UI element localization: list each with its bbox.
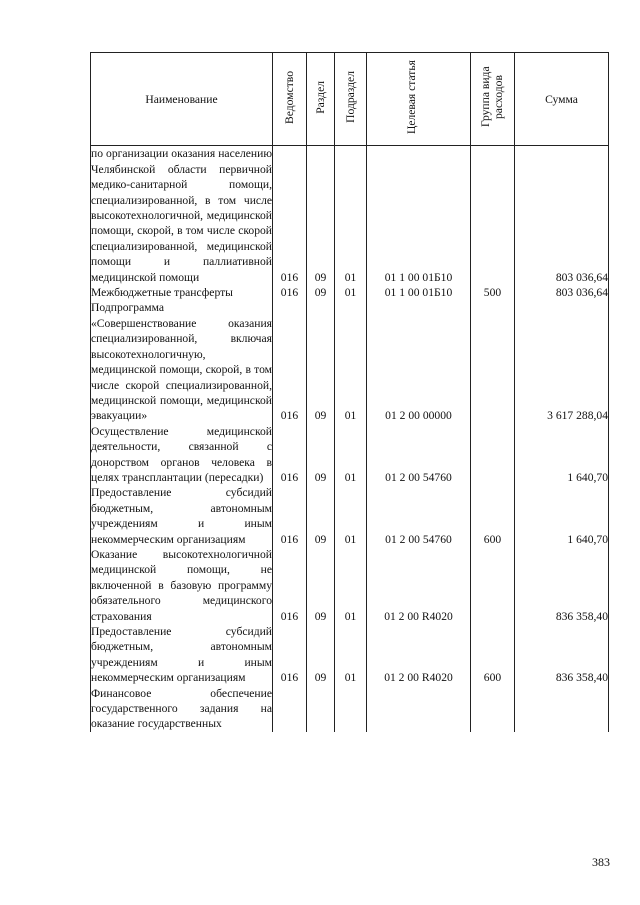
page-number: 383 — [592, 855, 610, 869]
header-name: Наименование — [91, 53, 273, 146]
row-celevaya: 01 2 00 54760 — [367, 485, 471, 547]
row-celevaya: 01 1 00 01Б10 — [367, 146, 471, 285]
header-vedomstvo-cell — [273, 53, 307, 146]
row-razdel: 09 — [307, 547, 335, 624]
row-summa: 836 358,40 — [515, 547, 609, 624]
budget-table — [90, 52, 609, 732]
row-name: Оказание высокотехнологичной медицинской помощи, не включенной в базовую программу обязательного медицинского страхования — [91, 547, 272, 623]
row-podrazdel: 01 — [335, 146, 367, 285]
row-podrazdel — [335, 686, 367, 732]
header-razdel: Раздел — [314, 80, 327, 114]
header-celevaya: Целевая статья — [404, 59, 418, 135]
row-podrazdel: 01 — [335, 424, 367, 486]
row-gruppa — [471, 547, 515, 624]
table-row — [91, 547, 609, 624]
table-header-row — [91, 53, 609, 146]
row-vedomstvo — [273, 686, 307, 732]
row-summa: 836 358,40 — [515, 624, 609, 686]
table-row — [91, 285, 609, 300]
table-row — [91, 485, 609, 547]
row-name: Осуществление медицинской деятельности, связанной с донорством органов человека в целях трансплантации (пересадки) — [91, 424, 272, 484]
row-vedomstvo: 016 — [273, 285, 307, 300]
row-razdel — [307, 686, 335, 732]
row-podrazdel: 01 — [335, 300, 367, 423]
row-podrazdel: 01 — [335, 285, 367, 300]
row-celevaya: 01 2 00 R4020 — [367, 624, 471, 686]
row-razdel: 09 — [307, 300, 335, 423]
row-vedomstvo: 016 — [273, 547, 307, 624]
table-row — [91, 424, 609, 486]
row-celevaya: 01 2 00 54760 — [367, 424, 471, 486]
table-row — [91, 624, 609, 686]
row-vedomstvo: 016 — [273, 624, 307, 686]
row-gruppa — [471, 146, 515, 285]
row-summa: 3 617 288,04 — [515, 300, 609, 423]
header-celevaya-cell — [367, 53, 471, 146]
row-celevaya: 01 2 00 R4020 — [367, 547, 471, 624]
row-podrazdel: 01 — [335, 624, 367, 686]
row-celevaya: 01 1 00 01Б10 — [367, 285, 471, 300]
row-gruppa: 600 — [471, 624, 515, 686]
row-celevaya: 01 2 00 00000 — [367, 300, 471, 423]
header-podrazdel: Подраздел — [344, 71, 357, 123]
header-gruppa-cell — [471, 53, 515, 146]
row-razdel: 09 — [307, 146, 335, 285]
row-name: Предоставление субсидий бюджетным, автономным учреждениям и иным некоммерческим организациям — [91, 486, 272, 546]
row-razdel: 09 — [307, 624, 335, 686]
row-name: Межбюджетные трансферты — [91, 285, 273, 300]
row-gruppa: 600 — [471, 485, 515, 547]
row-vedomstvo: 016 — [273, 424, 307, 486]
row-podrazdel: 01 — [335, 547, 367, 624]
header-podrazdel-cell — [335, 53, 367, 146]
table-row — [91, 300, 609, 423]
header-gruppa: Группа вида расходов — [478, 66, 505, 128]
row-razdel: 09 — [307, 485, 335, 547]
row-podrazdel: 01 — [335, 485, 367, 547]
row-gruppa — [471, 424, 515, 486]
row-vedomstvo: 016 — [273, 146, 307, 285]
row-vedomstvo: 016 — [273, 300, 307, 423]
row-vedomstvo: 016 — [273, 485, 307, 547]
row-name: Подпрограмма «Совершенствование оказания специализированной, включая высокотехнологичную, медицинской помощи, скорой, в том числе скорой специализированной, медицинской помощи, медицинской эвакуации» — [91, 301, 272, 423]
row-name: Финансовое обеспечение государственного задания на оказание государственных — [91, 686, 272, 731]
row-razdel: 09 — [307, 424, 335, 486]
row-summa: 803 036,64 — [515, 146, 609, 285]
row-razdel: 09 — [307, 285, 335, 300]
row-summa: 803 036,64 — [515, 285, 609, 300]
header-vedomstvo: Ведомство — [283, 70, 296, 124]
table-row — [91, 146, 609, 285]
row-summa: 1 640,70 — [515, 424, 609, 486]
row-name: по организации оказания населению Челябинской области первичной медико-санитарной помощи, специализированной, в том числе высокотехнологичной, медицинской помощи, скорой, в том числе скорой специализированной, медицинской помощи и паллиативной медицинской помощи — [91, 147, 272, 284]
row-gruppa — [471, 300, 515, 423]
header-summa: Сумма — [515, 53, 609, 146]
row-gruppa: 500 — [471, 285, 515, 300]
table-row — [91, 686, 609, 732]
row-summa: 1 640,70 — [515, 485, 609, 547]
row-name: Предоставление субсидий бюджетным, автономным учреждениям и иным некоммерческим организациям — [91, 625, 272, 685]
row-gruppa — [471, 686, 515, 732]
row-summa — [515, 686, 609, 732]
header-razdel-cell — [307, 53, 335, 146]
row-celevaya — [367, 686, 471, 732]
